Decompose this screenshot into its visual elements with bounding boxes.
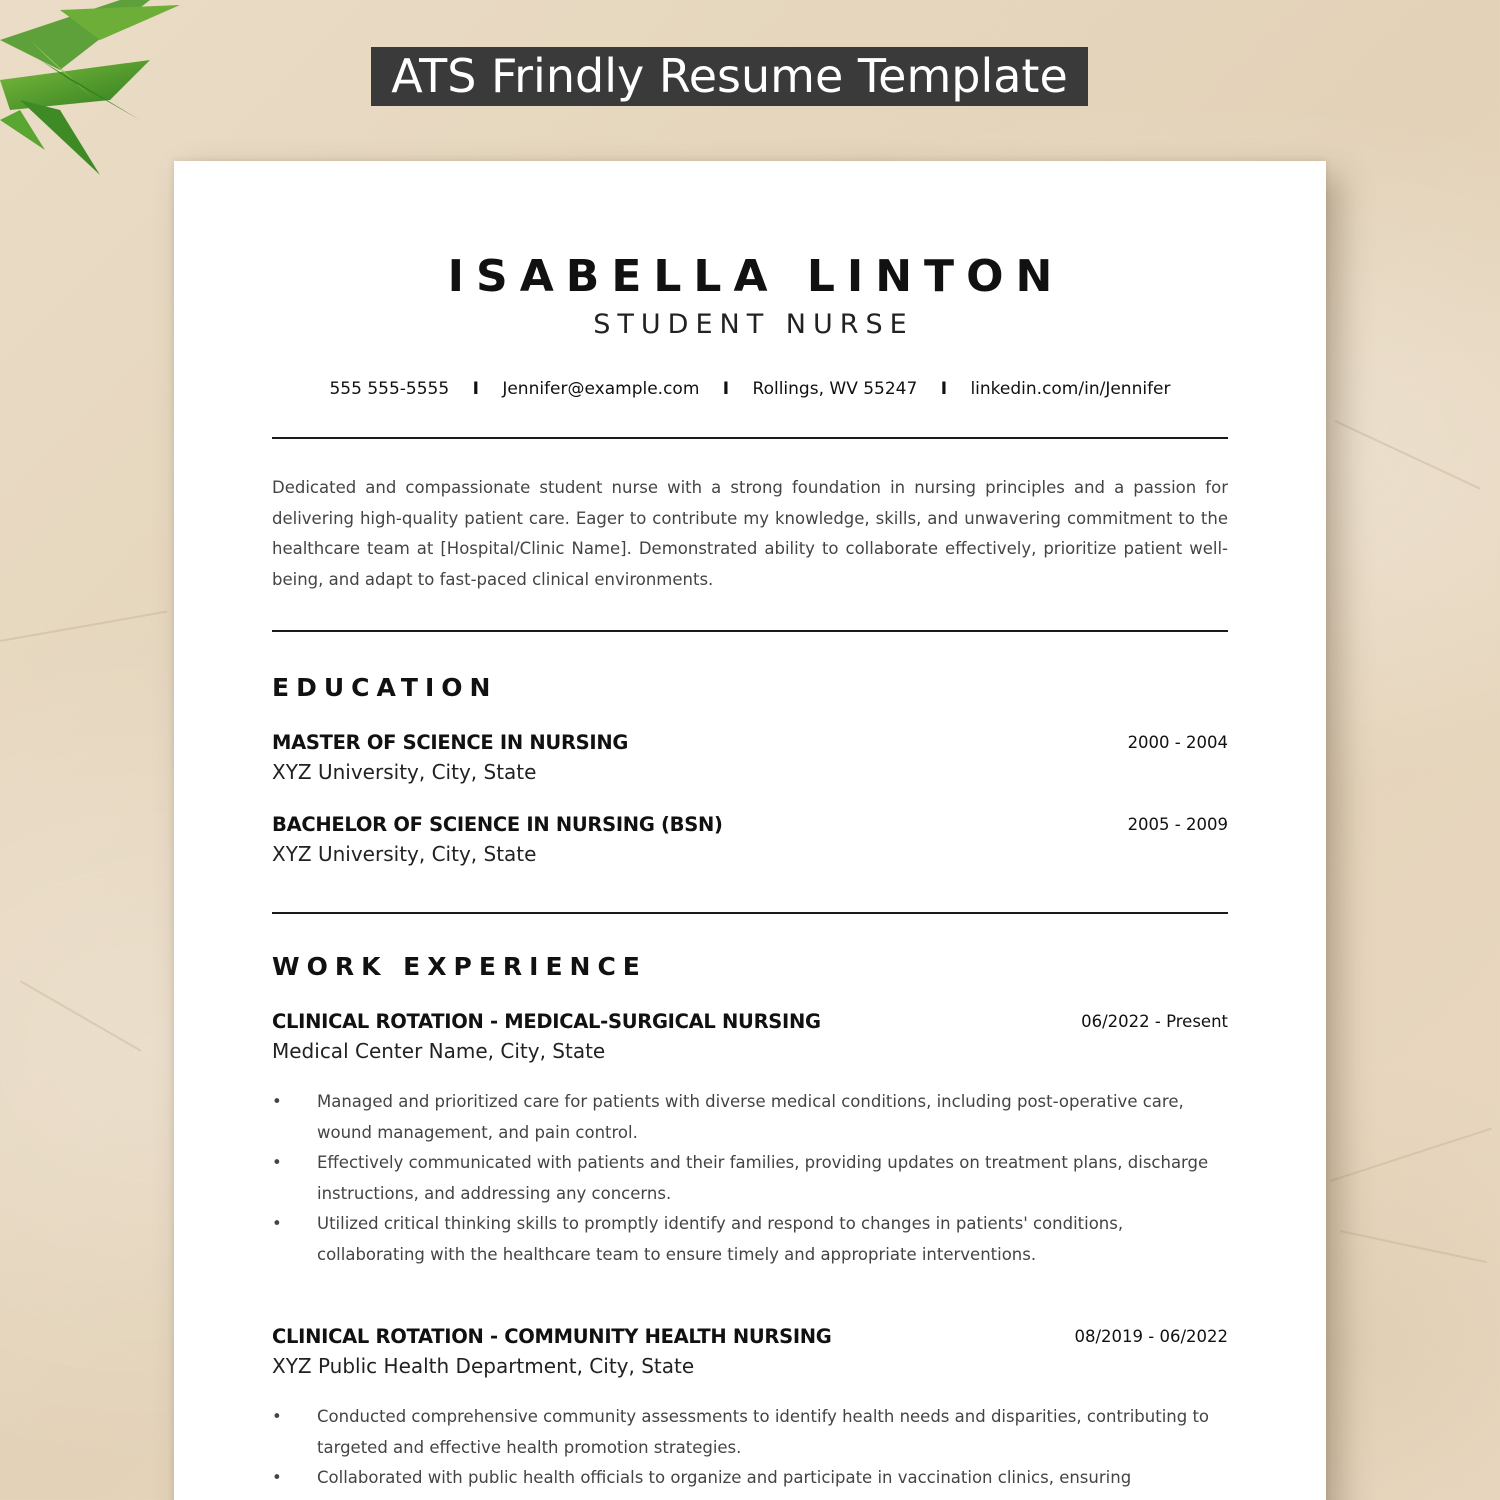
list-item: [272, 1148, 1228, 1209]
bullet-text: Collaborated with public health officials to organize and participate in vaccination clinics, ensuring: [317, 1468, 1132, 1487]
position-title: CLINICAL ROTATION - COMMUNITY HEALTH NURSING: [272, 1325, 832, 1348]
contact-email: Jennifer@example.com: [502, 379, 700, 399]
education-dates: 2005 - 2009: [1127, 815, 1228, 834]
workplace-name: XYZ Public Health Department, City, State: [272, 1354, 695, 1378]
school-name: XYZ University, City, State: [272, 760, 537, 784]
marble-vein: [0, 610, 168, 641]
list-item: [272, 1087, 1228, 1148]
education-heading: EDUCATION: [272, 673, 498, 702]
marble-vein: [1340, 1230, 1487, 1263]
contact-separator: I: [722, 379, 730, 399]
contact-separator: I: [472, 379, 479, 399]
marble-vein: [20, 980, 142, 1052]
experience-bullets: [272, 1402, 1228, 1494]
experience-entry: [272, 1325, 1228, 1378]
banner-title: ATS Frindly Resume Template: [371, 47, 1088, 106]
resume-page: [174, 161, 1326, 1500]
list-item: [272, 1209, 1228, 1270]
school-name: XYZ University, City, State: [272, 842, 537, 866]
bullet-text: Conducted comprehensive community assessments to identify health needs and disparities, contributing to targeted and effective health promotion strategies.: [317, 1407, 1210, 1457]
degree-title: MASTER OF SCIENCE IN NURSING: [272, 731, 629, 754]
workplace-name: Medical Center Name, City, State: [272, 1039, 606, 1063]
succulent-plant-icon: [0, 0, 200, 190]
list-item: [272, 1463, 1228, 1494]
experience-bullets: [272, 1087, 1228, 1270]
position-title: CLINICAL ROTATION - MEDICAL-SURGICAL NURSING: [272, 1010, 821, 1033]
experience-dates: 06/2022 - Present: [1081, 1012, 1228, 1031]
bullet-icon: •: [272, 1092, 282, 1111]
bullet-text: Utilized critical thinking skills to promptly identify and respond to changes in patients' conditions, collaborating with the healthcare team to ensure timely and appropriate interventions.: [317, 1214, 1124, 1264]
education-dates: 2000 - 2004: [1127, 733, 1228, 752]
list-item: [272, 1402, 1228, 1463]
bullet-icon: •: [272, 1407, 282, 1426]
contact-line: [174, 379, 1326, 399]
contact-phone: 555 555-5555: [329, 379, 450, 399]
education-entry: [272, 813, 1228, 866]
bullet-text: Effectively communicated with patients and their families, providing updates on treatment plans, discharge instructions, and addressing any concerns.: [317, 1153, 1209, 1203]
divider: [272, 912, 1228, 914]
bullet-icon: •: [272, 1214, 282, 1233]
experience-heading: WORK EXPERIENCE: [272, 952, 647, 981]
contact-separator: I: [940, 379, 948, 399]
resume-role: STUDENT NURSE: [593, 309, 914, 340]
marble-vein: [1330, 1128, 1492, 1182]
bullet-icon: •: [272, 1153, 282, 1172]
experience-entry: [272, 1010, 1228, 1063]
degree-title: BACHELOR OF SCIENCE IN NURSING (BSN): [272, 813, 723, 836]
bullet-text: Managed and prioritized care for patients with diverse medical conditions, including post-operative care, wound management, and pain control.: [317, 1092, 1184, 1142]
summary-text: Dedicated and compassionate student nurse with a strong foundation in nursing principles and a passion for delivering high-quality patient care. Eager to contribute my knowledge, skills, and unwavering commitment to the healthcare team at [Hospital/Clinic Name]. Demonstrated ability to collaborate effectively, prioritize patient well-being, and adapt to fast-paced clinical environments.: [272, 478, 1228, 589]
contact-linkedin: linkedin.com/in/Jennifer: [970, 379, 1171, 399]
divider: [272, 630, 1228, 632]
divider: [272, 437, 1228, 439]
bullet-icon: •: [272, 1468, 282, 1487]
resume-name: ISABELLA LINTON: [447, 251, 1065, 302]
marble-vein: [1335, 420, 1481, 489]
education-entry: [272, 731, 1228, 784]
contact-location: Rollings, WV 55247: [752, 379, 918, 399]
experience-dates: 08/2019 - 06/2022: [1074, 1327, 1228, 1346]
